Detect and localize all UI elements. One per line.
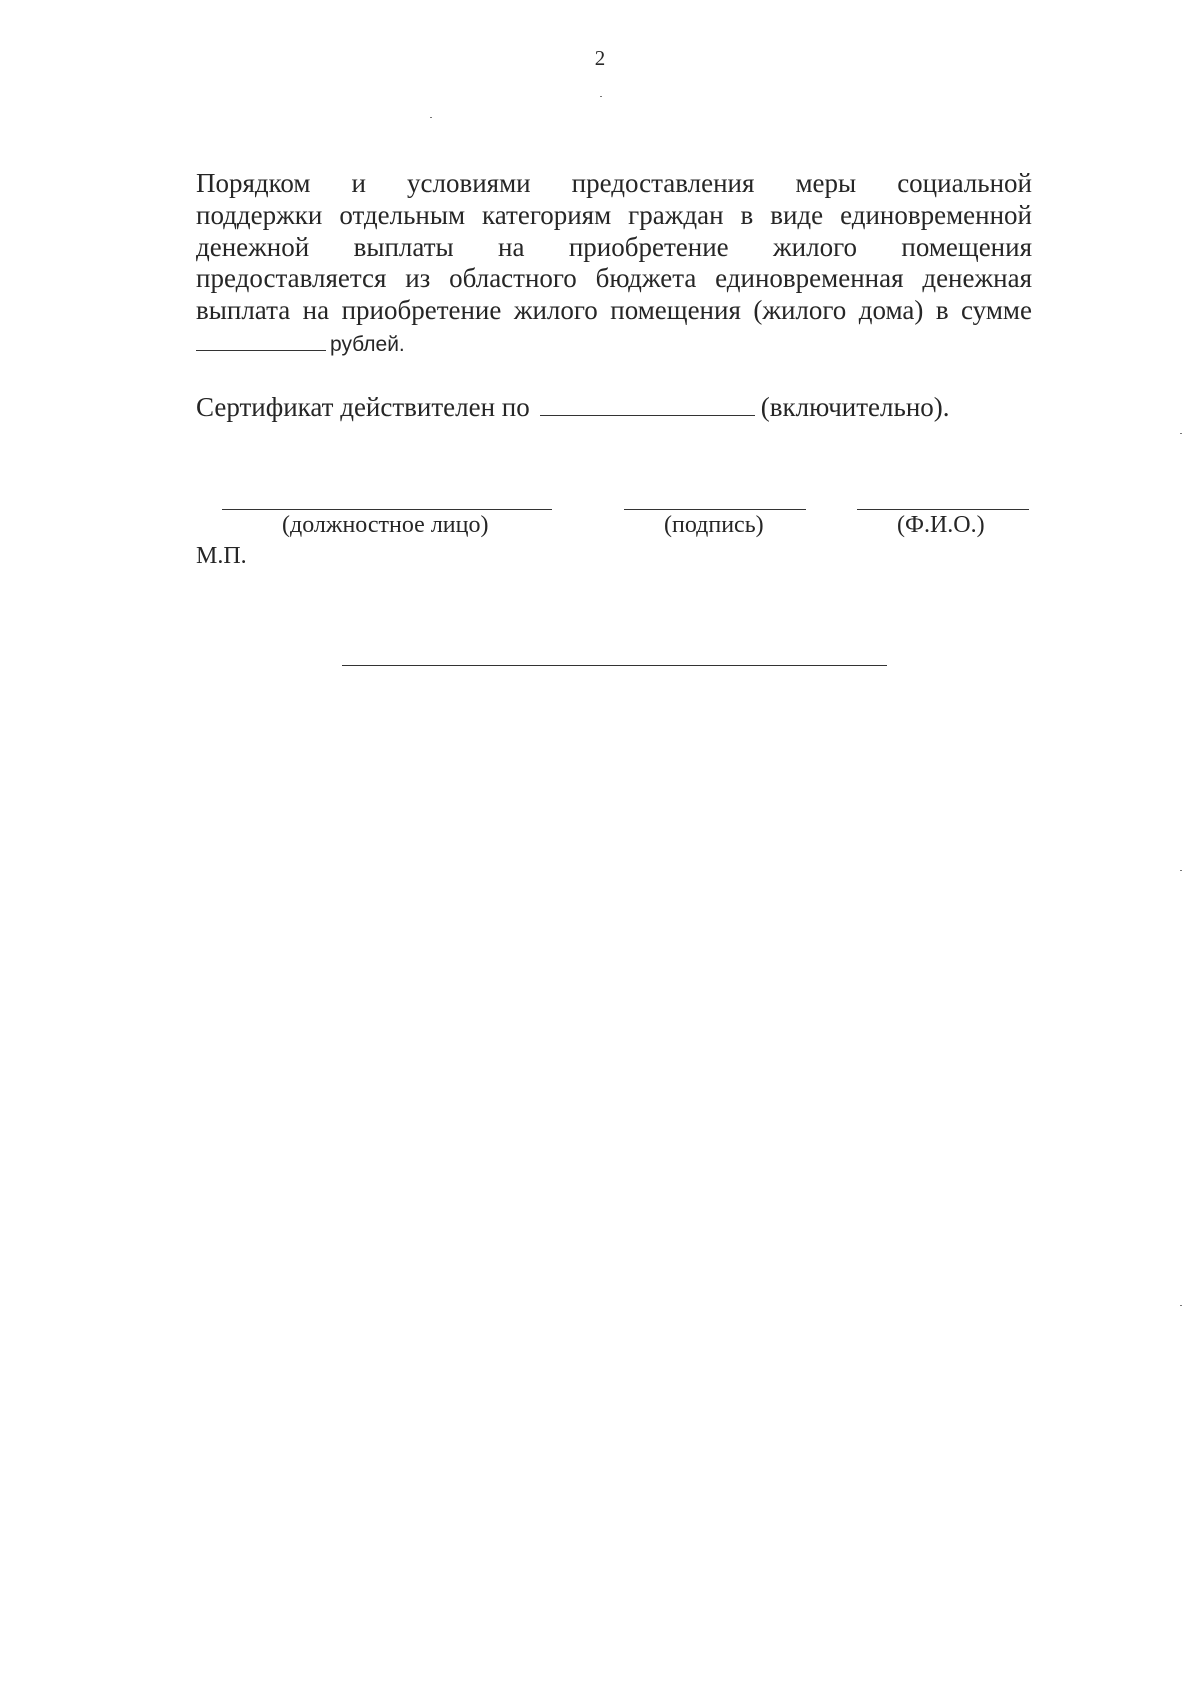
official-caption: (должностное лицо) [282,512,489,538]
paragraph-line: выплата на приобретение жилого помещения (жилого дома) в сумме [196,295,1032,326]
validity-line [196,392,950,423]
scan-speck [430,117,432,118]
scan-speck [1180,870,1182,871]
scan-speck [600,96,602,97]
validity-suffix: (включительно). [760,392,950,422]
paragraph-line: предоставляется из областного бюджета единовременная денежная [196,263,1032,294]
scan-speck [1180,433,1182,434]
document-end-rule [342,665,887,666]
validity-date-blank [540,395,755,416]
signature-line [624,509,806,510]
paragraph-line: Порядком и условиями предоставления меры социальной [196,168,1032,198]
validity-prefix: Сертификат действителен по [196,392,530,422]
page-number: 2 [594,46,606,70]
amount-line [196,327,1032,361]
amount-unit: рублей. [330,332,405,356]
main-paragraph [196,168,1032,361]
paragraph-line: денежной выплаты на приобретение жилого помещения [196,231,1032,262]
official-signature-line [222,509,552,510]
name-caption: (Ф.И.О.) [897,512,985,538]
scan-speck [1180,1305,1182,1306]
amount-blank [196,332,326,351]
signature-caption: (подпись) [664,512,764,538]
paragraph-line: поддержки отдельным категориям граждан в виде единовременной [196,199,1032,230]
name-signature-line [857,509,1029,510]
stamp-place-label: М.П. [196,543,247,569]
